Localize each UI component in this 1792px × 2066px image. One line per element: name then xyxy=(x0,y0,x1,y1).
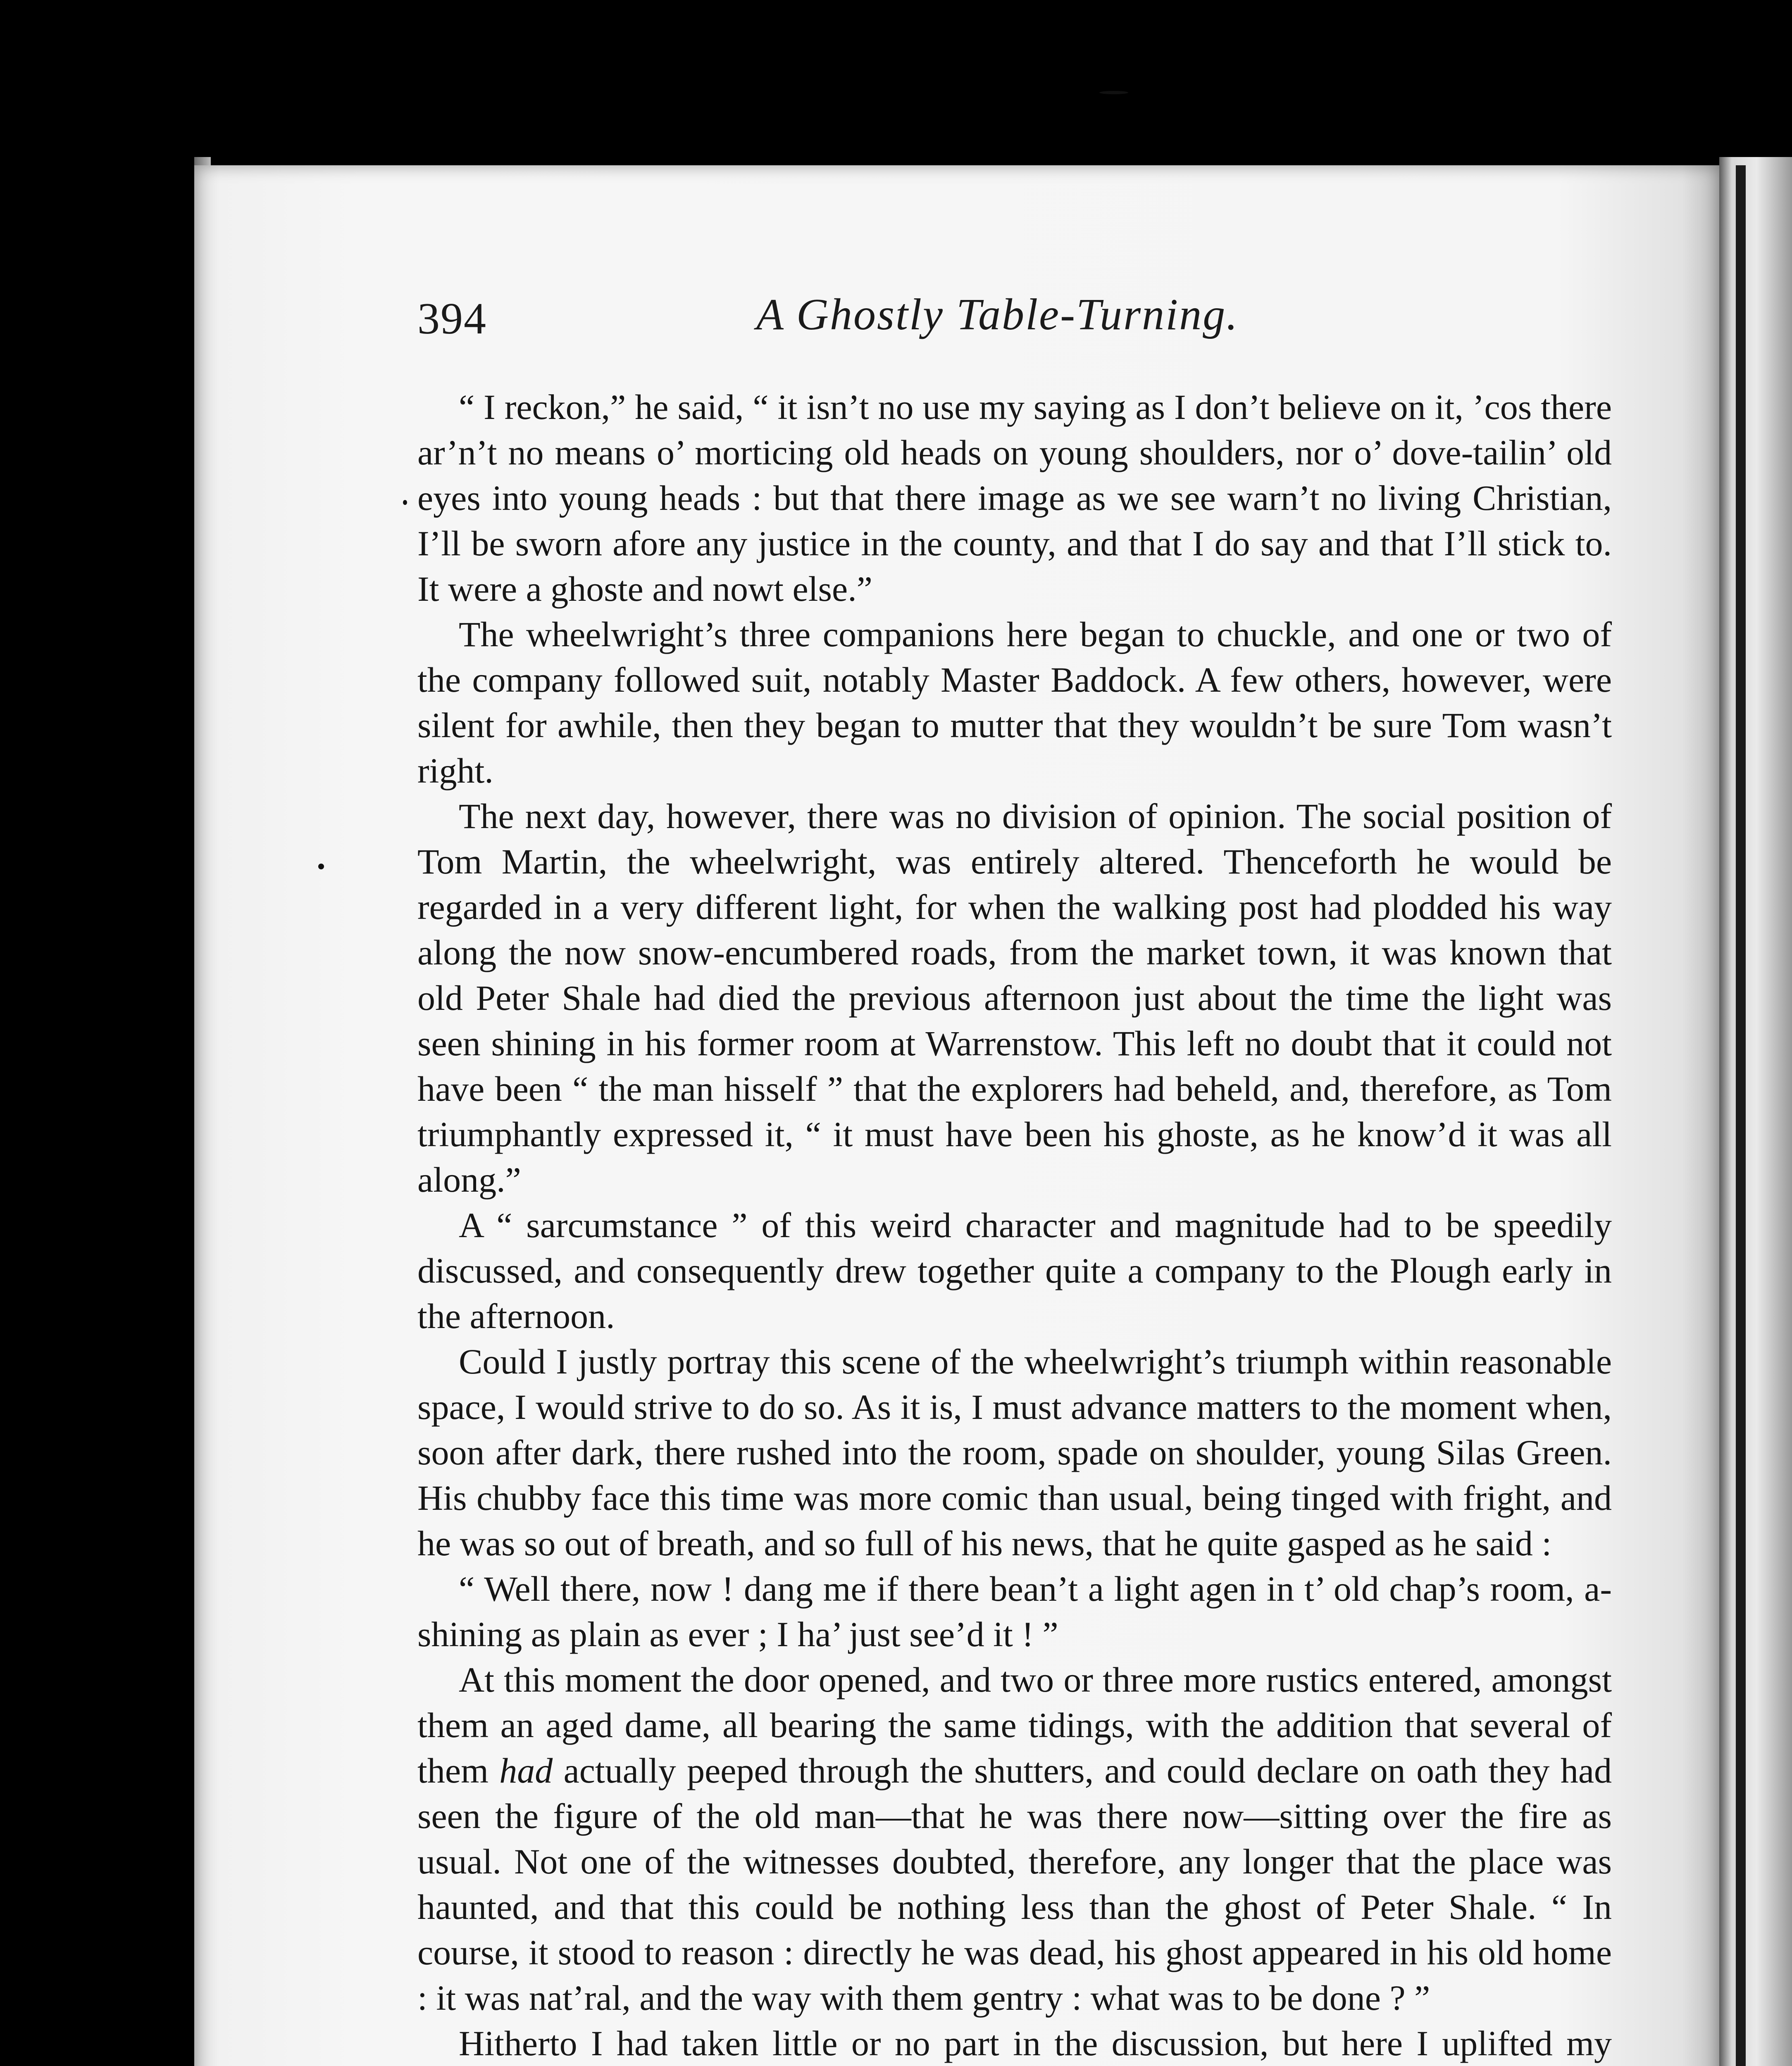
paragraph: Hitherto I had taken little or no part in the discussion, but here I uplifted my xyxy=(459,2023,1612,2063)
paragraph: “ Well there, now ! dang me if there bean’t a light agen in t’ old chap’s room, a-shining as plain as ever ; I ha’ just see’d it ! ” xyxy=(417,1569,1612,1654)
paragraph: “ I reckon,” he said, “ it isn’t no use my saying as I don’t believe on it, ’cos there ar’n’t no means o’ morticing old heads on young shoulders, nor o’ dove-tailin’ old eyes into young heads : but that there image as we see warn’t no living Christian, I’ll be sworn afore any justice in the county, and that I do say and that I’ll stick to. It were a ghoste and nowt else.” xyxy=(417,387,1612,609)
scan-speck xyxy=(1099,91,1128,94)
paragraph: A “ sarcumstance ” of this weird character and magnitude had to be speedily discussed, and consequently drew together quite a company to the Plough early in the afternoon. xyxy=(417,1205,1612,1336)
paragraph xyxy=(417,1657,1612,2021)
next-page-edge xyxy=(1719,157,1792,2066)
page-gutter-shadow xyxy=(1736,165,1746,2066)
page-header xyxy=(417,289,1616,355)
paragraph: The wheelwright’s three companions here began to chuckle, and one or two of the company followed suit, notably Master Baddock. A few others, however, were silent for awhile, then they began to mutter that they wouldn’t be sure Tom wasn’t right. xyxy=(417,614,1612,790)
running-title: A Ghostly Table-Turning. xyxy=(756,290,1239,339)
scan-speck xyxy=(318,864,324,869)
scan-speck xyxy=(403,500,407,505)
paragraph: The next day, however, there was no division of opinion. The social position of Tom Martin, the wheelwright, was entirely altered. Thenceforth he would be regarded in a very different light, for when the walking post had plodded his way along the now snow-encumbered roads, from the market town, it was known that old Peter Shale had died the previous afternoon just about the time the light was seen shining in his former room at Warrenstow. This left no doubt that it could not have been “ the man hisself ” that the explorers had beheld, and, therefore, as Tom triumphantly expressed it, “ it must have been his ghoste, as he know’d it was all along.” xyxy=(417,796,1612,1200)
italic-word: had xyxy=(499,1751,553,1790)
paragraph-text: At this moment the door opened, and two or three more rustics entered, amongst them an aged dame, all bearing the same tidings, with the addition that several of them xyxy=(417,1660,1612,1790)
page-number: 394 xyxy=(417,294,487,343)
body-text xyxy=(417,384,1612,2066)
paragraph: Could I justly portray this scene of the wheelwright’s triumph within reasonable space, I would strive to do so. As it is, I must advance matters to the moment when, soon after dark, there rushed into the room, spade on shoulder, young Silas Green. His chubby face this time was more comic than usual, being tinged with fright, and he was so out of breath, and so full of his news, that he quite gasped as he said : xyxy=(417,1342,1612,1563)
paragraph-text: actually peeped through the shutters, and could declare on oath they had seen the figure of the old man—that he was there now—sitting over the fire as usual. Not one of the witnesses doubted, therefore, any longer that the place was haunted, and that this could be nothing less than the ghost of Peter Shale. “ In course, it stood to reason : directly he was dead, his ghost appeared in his old home : it was nat’ral, and the way with them gentry : what was to be done ? ” xyxy=(417,1751,1612,2018)
